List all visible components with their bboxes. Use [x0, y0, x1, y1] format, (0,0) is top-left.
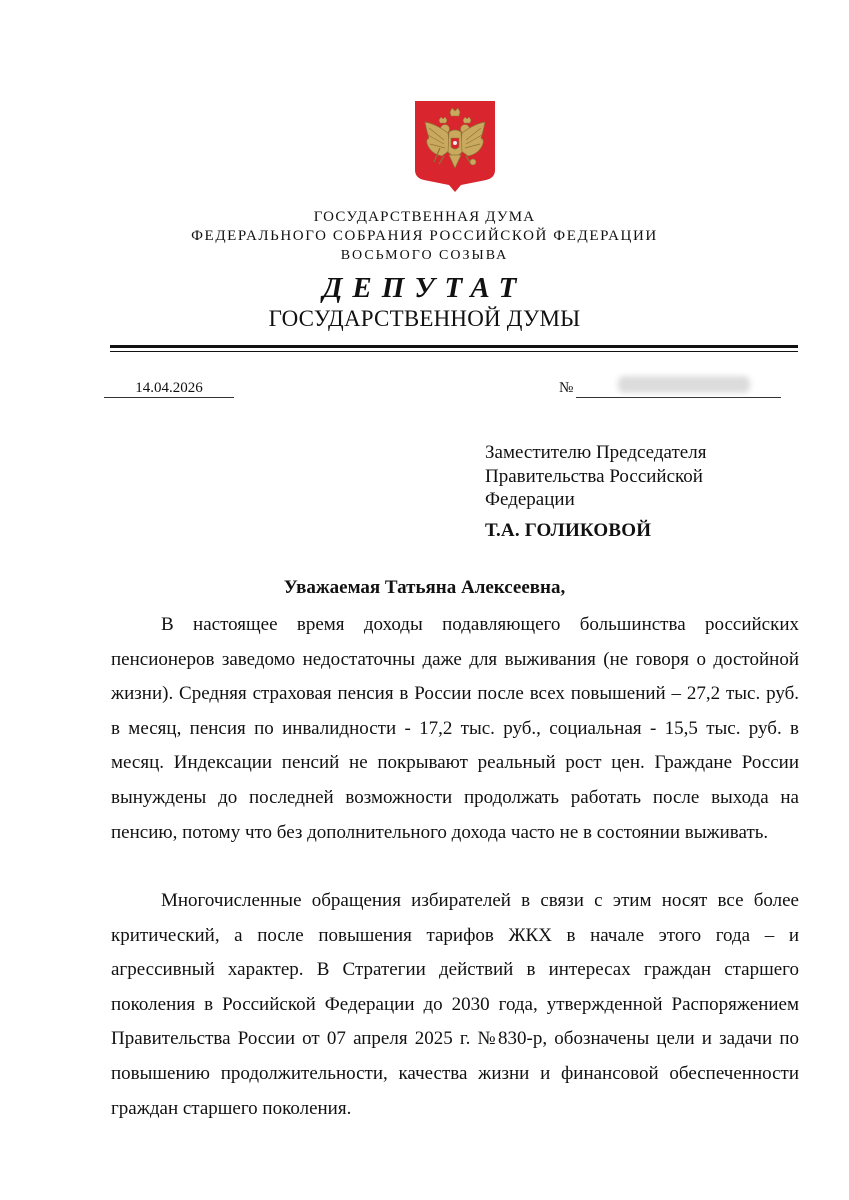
coat-of-arms-icon	[414, 100, 496, 192]
body-paragraph: В настоящее время доходы подавляющего большинства российских пенсионеров заведомо недостаточны даже для выживания (не говоря о достойной жизни). Средняя страховая пенсия в России после всех повышений – 27,2 тыс. руб. в месяц, пенсия по инвалидности - 17,2 тыс. руб., социальная - 15,5 тыс. руб. в месяц. Индексации пенсий не покрывают реальный рост цен. Граждане России вынуждены до последней возможности продолжать работать после выхода на пенсию, потому что без дополнительного дохода часто не в состоянии выживать.	[111, 614, 799, 843]
salutation: Уважаемая Татьяна Алексеевна,	[283, 577, 566, 598]
institution-name: ГОСУДАРСТВЕННАЯ ДУМА	[313, 209, 536, 225]
institution-assembly: ФЕДЕРАЛЬНОГО СОБРАНИЯ РОССИЙСКОЙ ФЕДЕРАЦИИ	[191, 228, 658, 244]
addressee-block	[485, 441, 706, 512]
redacted-number	[618, 376, 750, 393]
addressee-line: Правительства Российской	[485, 465, 703, 487]
addressee-name: Т.А. ГОЛИКОВОЙ	[485, 520, 652, 541]
deputy-title: ДЕПУТАТ	[322, 272, 527, 304]
body-paragraph: Многочисленные обращения избирателей в связи с этим носят все более критический, а после повышения тарифов ЖКХ в начале этого года – и агрессивный характер. В Стратегии действий в интересах граждан старшего поколения в Российской Федерации до 2030 года, утвержденной Распоряжением Правительства России от 07 апреля 2025 г. №830-р, обозначены цели и задачи по повышению продолжительности, качества жизни и финансовой обеспеченности граждан старшего поколения.	[111, 890, 799, 1119]
header-divider-thick	[110, 345, 798, 348]
letter-date: 14.04.2026	[104, 379, 234, 398]
deputy-subtitle: ГОСУДАРСТВЕННОЙ ДУМЫ	[268, 306, 581, 331]
addressee-line: Федерации	[485, 489, 575, 510]
letter-number-label: №	[559, 380, 574, 396]
addressee-line: Заместителю Председателя	[485, 442, 707, 463]
institution-convocation: ВОСЬМОГО СОЗЫВА	[340, 248, 509, 263]
header-divider-thin	[110, 351, 798, 352]
